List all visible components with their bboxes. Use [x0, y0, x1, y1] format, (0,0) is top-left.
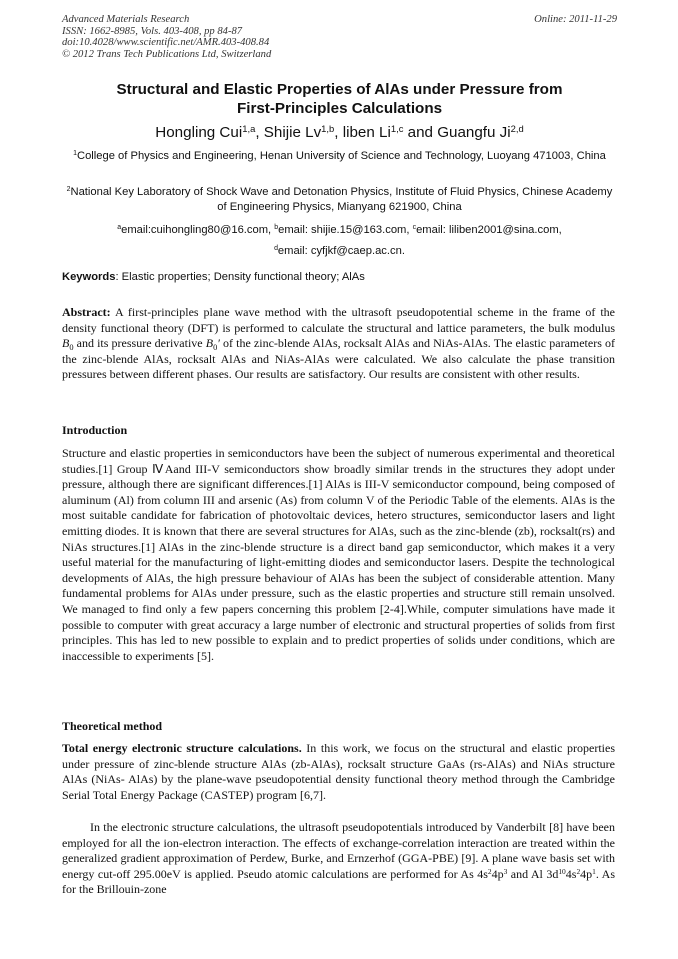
superscript: 10: [558, 866, 566, 876]
title-line-2: First-Principles Calculations: [236, 100, 443, 117]
theory-heading: Theoretical method: [62, 719, 163, 733]
abstract-label: Abstract:: [62, 305, 111, 319]
affiliation-mark: 2: [66, 186, 71, 194]
email-link[interactable]: email: cyfjkf@caep.ac.cn.: [277, 245, 405, 257]
pressure-derivative-symbol: B: [205, 336, 214, 351]
affiliation-text: College of Physics and Engineering, Henan University of Science and Technology, Luoyang 471003, China: [77, 150, 606, 162]
journal-header: [62, 14, 617, 60]
subscript: 0: [69, 342, 74, 352]
author-affil-mark: 2,d: [510, 122, 524, 134]
title-line-1: Structural and Elastic Properties of AlAs under Pressure from: [116, 81, 563, 98]
email-link[interactable]: email: liliben2001@sina.com,: [416, 224, 562, 236]
author-emails: [62, 220, 617, 262]
theory-paragraph-2: [62, 820, 615, 898]
affiliation-mark: 1: [73, 150, 77, 158]
subscript: 0: [213, 342, 218, 352]
email-mark: a: [117, 224, 122, 232]
email-mark: c: [412, 224, 417, 232]
author-separator: and: [403, 124, 438, 141]
affiliation-1: [62, 149, 617, 164]
author-name: Hongling Cui: [155, 124, 243, 141]
abstract-text: of the zinc-blende AlAs, rocksalt AlAs and NiAs-AlAs. The elastic parameters of the zinc-blende AlAs, rocksalt AlAs and NiAs-AlAs were calculated. We also calculate the phase transition pressures between different phases. Our results are satisfactory. Our results are consistent with other results.: [62, 336, 615, 382]
doi-line: doi:10.4028/www.scientific.net/AMR.403-408.84: [62, 37, 270, 49]
email-line-1: [62, 220, 617, 241]
introduction-paragraph: Structure and elastic properties in semiconductors have been the subject of numerous experimental and theoretical studies.[1] Group ⅣAand III-V semiconductors show broadly similar trends in the structures they adopt under pressure, although there are significant differences.[1] AlAs is III-V semiconductor compound, being composed of aluminum (Al) from column III and arsenic (As) from column V of the Periodic Table of the elements. AlAs is the most suitable candidate for fabrication of photovoltaic devices, hetero structures, semiconductor lasers and light emitting diodes. It is known that there are several structures for AlAs, such as the zinc-blende (zb), rocksalt(rs) and NiAs structures.[1] AlAs in the zinc-blende structure is a direct band gap semiconductor, which makes it a very useful material for the manufacturing of light-emitting diodes and semiconductor lasers. Despite the technological developments of AlAs, the high pressure behaviour of AlAs has been the subject of considerable attention. Many fundamental problems for AlAs under pressure, such as the elastic properties and structure still remain unsolved. We managed to find only a few papers concerning this problem [2-4].While, computer simulations have made it possible to computer with great accuracy a large number of electronic and structural properties of solids from first principles. This has led to new possible to explain and to predict properties of solids under conditions, which are inaccessible to experiments [5].: [62, 446, 615, 663]
keywords-line: [62, 270, 617, 284]
keywords-text: : Elastic properties; Density functional theory; AlAs: [115, 271, 365, 283]
author-name: Shijie Lv: [263, 124, 322, 141]
email-mark: d: [274, 245, 278, 253]
superscript: 3: [503, 866, 508, 876]
author-separator: ,: [334, 124, 343, 141]
superscript: 2: [487, 866, 492, 876]
abstract-paragraph: [62, 305, 615, 383]
author-name: liben Li: [342, 124, 391, 141]
abstract-text: and its pressure derivative: [73, 336, 206, 351]
affiliation-text: National Key Laboratory of Shock Wave and Detonation Physics, Institute of Fluid Physics, Chinese Academy of Engineering Physics, Mianyang 621900, China: [70, 186, 613, 213]
author-name: Guangfu Ji: [437, 124, 511, 141]
author-separator: ,: [255, 124, 264, 141]
theory-text: In this work, we focus on the structural and elastic properties under pressure of zinc-blende structure AlAs (zb-AlAs), rocksalt structure GaAs (rs-AlAs) and NiAs structure AlAs (NiAs- AlAs) by the plane-wave pseudopotential density functional theory method through the Cambridge Serial Total Energy Package (CASTEP) program [6,7].: [62, 741, 615, 802]
affiliation-2: [62, 185, 617, 214]
copyright-line: © 2012 Trans Tech Publications Ltd, Switzerland: [62, 48, 272, 60]
email-link[interactable]: email: shijie.15@163.com,: [278, 224, 413, 236]
author-affil-mark: 1,a: [242, 122, 256, 134]
superscript: 1: [592, 866, 596, 876]
journal-name: Advanced Materials Research: [62, 14, 190, 25]
theory-text: . As for the Brillouin-zone: [62, 866, 615, 897]
online-date: Online: 2011-11-29: [534, 14, 617, 25]
email-mark: b: [274, 224, 279, 232]
abstract-text: A first-principles plane wave method with the ultrasoft pseudopotential scheme in the frame of the density functional theory (DFT) is performed to calculate the structural and lattice parameters, the bulk modulus: [62, 305, 615, 335]
superscript: 2: [576, 866, 581, 876]
email-link[interactable]: email:cuihongling80@16.com,: [121, 224, 275, 236]
paper-title: [62, 80, 617, 118]
theory-text: 4p: [491, 866, 504, 881]
email-line-2: [62, 241, 617, 262]
theory-text: 4p: [580, 866, 593, 881]
theory-paragraph-1: [62, 741, 615, 803]
theory-text: 4s: [565, 866, 577, 881]
author-affil-mark: 1,b: [321, 122, 335, 134]
theory-text: and Al 3d: [507, 866, 559, 881]
subsection-label: Total energy electronic structure calculations.: [62, 741, 302, 755]
prime-mark: ′: [217, 336, 220, 351]
author-affil-mark: 1,c: [390, 122, 404, 134]
author-list: [62, 123, 617, 142]
keywords-label: Keywords: [62, 271, 116, 283]
theory-text: In the electronic structure calculations, the ultrasoft pseudopotentials introduced by Vanderbilt [8] have been employed for all the ion-electron interaction. The effects of exchange-correlation interaction are treated within the generalized gradient approximation of Perdew, Burke, and Ernzerhof (GGA-PBE) [9]. A plane wave basis set with energy cut-off 295.00eV is applied. Pseudo atomic calculations are performed for As 4s: [62, 820, 615, 881]
introduction-heading: Introduction: [62, 423, 128, 437]
issn-line: ISSN: 1662-8985, Vols. 403-408, pp 84-87: [62, 25, 243, 37]
bulk-modulus-symbol: B: [62, 336, 70, 351]
